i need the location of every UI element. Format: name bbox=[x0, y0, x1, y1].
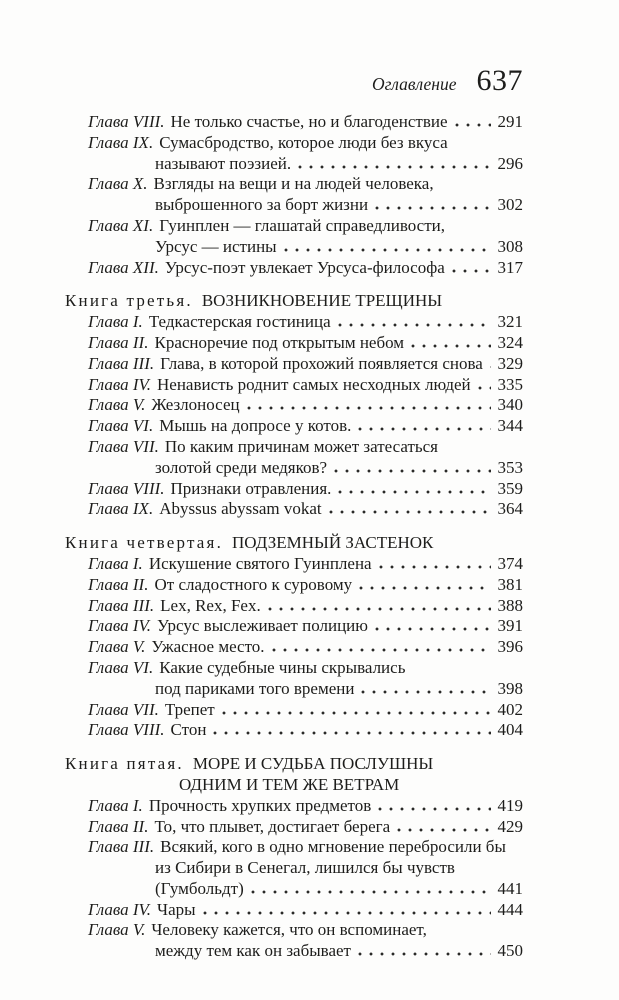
dot-leader bbox=[251, 890, 491, 894]
entry-page-number: 391 bbox=[497, 616, 523, 636]
toc-entry-line bbox=[65, 112, 523, 133]
entry-title-text: От сладостного к суровому bbox=[154, 574, 353, 594]
chapter-label: Глава X. bbox=[88, 174, 148, 194]
toc-entry-line bbox=[65, 575, 523, 596]
toc-group bbox=[65, 754, 523, 962]
dot-leader bbox=[338, 323, 491, 327]
dot-leader bbox=[359, 586, 491, 590]
toc-entry-line bbox=[65, 437, 523, 458]
toc-entry bbox=[65, 596, 523, 617]
book-name: Книга четвертая. bbox=[65, 533, 224, 553]
entry-title-text: Взгляды на вещи и на людей человека, bbox=[153, 174, 434, 194]
toc-entry bbox=[65, 700, 523, 721]
chapter-label: Глава IV. bbox=[88, 616, 152, 636]
toc-entry bbox=[65, 133, 523, 175]
entry-title-text: Признаки отравления. bbox=[170, 478, 332, 498]
entry-page-number: 340 bbox=[497, 395, 523, 415]
entry-title-text: Мышь на допросе у котов. bbox=[159, 416, 352, 436]
toc-entry bbox=[65, 416, 523, 437]
entry-title-text: Чары bbox=[157, 899, 196, 919]
book-title: МОРЕ И СУДЬБА ПОСЛУШНЫ bbox=[192, 754, 434, 774]
entry-title-text: Человеку кажется, что он вспоминает, bbox=[151, 920, 427, 940]
entry-page-number: 317 bbox=[497, 257, 523, 277]
entry-page-number: 444 bbox=[497, 899, 523, 919]
dot-leader bbox=[358, 952, 491, 956]
dot-leader bbox=[213, 731, 491, 735]
book-heading bbox=[65, 754, 523, 796]
dot-leader bbox=[358, 427, 491, 431]
toc-entry-line bbox=[65, 658, 523, 679]
table-of-contents bbox=[65, 112, 523, 962]
toc-entry bbox=[65, 499, 523, 520]
entry-title-text: Сумасбродство, которое люди без вкуса bbox=[159, 132, 448, 152]
entry-page-number: 302 bbox=[497, 195, 523, 215]
entry-title-text: Гуинплен — глашатай справедливости, bbox=[159, 215, 445, 235]
toc-entry bbox=[65, 837, 523, 899]
entry-title-text: Тедкастерская гостиница bbox=[148, 312, 331, 332]
toc-entry-line bbox=[65, 333, 523, 354]
chapter-label: Глава XII. bbox=[88, 257, 159, 277]
chapter-label: Глава IV. bbox=[88, 899, 152, 919]
toc-group bbox=[65, 112, 523, 278]
toc-entry-line bbox=[65, 216, 523, 237]
toc-entry-line bbox=[65, 154, 523, 175]
entry-title-text: (Гумбольдт) bbox=[155, 878, 244, 898]
entry-page-number: 450 bbox=[497, 941, 523, 961]
toc-entry bbox=[65, 637, 523, 658]
book-title: ВОЗНИКНОВЕНИЕ ТРЕЩИНЫ bbox=[201, 291, 443, 311]
toc-entry-line bbox=[65, 174, 523, 195]
chapter-label: Глава II. bbox=[88, 574, 149, 594]
chapter-label: Глава VII. bbox=[88, 699, 159, 719]
entry-title-text: Урсус — истины bbox=[155, 236, 277, 256]
dot-leader bbox=[329, 510, 491, 514]
entry-title-text: Lex, Rex, Fex. bbox=[160, 595, 261, 615]
dot-leader bbox=[272, 648, 491, 652]
toc-entry bbox=[65, 900, 523, 921]
entry-title-text: золотой среди медяков? bbox=[155, 457, 328, 477]
book-name: Книга третья. bbox=[65, 291, 193, 311]
toc-entry bbox=[65, 333, 523, 354]
toc-entry-line bbox=[65, 616, 523, 637]
toc-entry-line bbox=[65, 554, 523, 575]
entry-page-number: 359 bbox=[497, 478, 523, 498]
toc-entry-line bbox=[65, 354, 523, 375]
entry-title-text: под париками того времени bbox=[155, 678, 355, 698]
toc-entry bbox=[65, 312, 523, 333]
toc-entry bbox=[65, 575, 523, 596]
entry-title-text: между тем как он забывает bbox=[155, 941, 351, 961]
chapter-label: Глава IX. bbox=[88, 499, 154, 519]
dot-leader bbox=[397, 828, 491, 832]
entry-title-text: Жезлоносец bbox=[151, 395, 240, 415]
toc-entry-line bbox=[65, 258, 523, 279]
toc-entry bbox=[65, 395, 523, 416]
chapter-label: Глава IV. bbox=[88, 374, 152, 394]
entry-title-text: Трепет bbox=[164, 699, 215, 719]
chapter-label: Глава III. bbox=[88, 837, 155, 857]
chapter-label: Глава I. bbox=[88, 795, 143, 815]
entry-page-number: 324 bbox=[497, 332, 523, 352]
toc-entry-line bbox=[65, 900, 523, 921]
chapter-label: Глава XI. bbox=[88, 215, 154, 235]
dot-leader bbox=[452, 269, 491, 273]
entry-title-text: Ужасное место. bbox=[151, 637, 265, 657]
book-heading-line bbox=[65, 291, 523, 312]
book-heading bbox=[65, 291, 523, 312]
book-heading-line bbox=[65, 754, 523, 775]
toc-entry-line bbox=[65, 133, 523, 154]
dot-leader bbox=[379, 565, 491, 569]
entry-page-number: 329 bbox=[497, 353, 523, 373]
entry-page-number: 291 bbox=[497, 112, 523, 131]
entry-title-text: Искушение святого Гуинплена bbox=[148, 553, 372, 573]
folio-page-number: 637 bbox=[476, 64, 523, 97]
entry-page-number: 344 bbox=[497, 416, 523, 436]
dot-leader bbox=[222, 711, 491, 715]
entry-title-text: То, что плывет, достигает берега bbox=[154, 816, 391, 836]
chapter-label: Глава VIII. bbox=[88, 478, 165, 498]
entry-page-number: 441 bbox=[497, 878, 523, 898]
book-name: Книга пятая. bbox=[65, 754, 184, 774]
running-title: Оглавление bbox=[372, 74, 457, 94]
entry-title-text: Abyssus abyssam vokat bbox=[159, 499, 322, 519]
dot-leader bbox=[375, 206, 491, 210]
toc-entry-line bbox=[65, 941, 523, 962]
book-heading bbox=[65, 533, 523, 554]
dot-leader bbox=[203, 911, 491, 915]
entry-title-text: Всякий, кого в одно мгновение перебросили бы bbox=[160, 837, 506, 857]
entry-title-text: Красноречие под открытым небом bbox=[154, 332, 405, 352]
dot-leader bbox=[268, 607, 491, 611]
entry-title-text: называют поэзией. bbox=[155, 153, 292, 173]
toc-entry bbox=[65, 174, 523, 216]
toc-entry bbox=[65, 258, 523, 279]
toc-entry-line bbox=[65, 679, 523, 700]
entry-page-number: 381 bbox=[497, 574, 523, 594]
entry-page-number: 308 bbox=[497, 236, 523, 256]
chapter-label: Глава VI. bbox=[88, 657, 154, 677]
toc-entry bbox=[65, 216, 523, 258]
toc-entry bbox=[65, 375, 523, 396]
entry-page-number: 388 bbox=[497, 595, 523, 615]
chapter-label: Глава VI. bbox=[88, 416, 154, 436]
toc-entry bbox=[65, 354, 523, 375]
dot-leader bbox=[334, 469, 491, 473]
entry-page-number: 429 bbox=[497, 816, 523, 836]
entry-page-number: 396 bbox=[497, 637, 523, 657]
dot-leader bbox=[378, 807, 491, 811]
chapter-label: Глава I. bbox=[88, 312, 143, 332]
book-title: ПОДЗЕМНЫЙ ЗАСТЕНОК bbox=[232, 533, 434, 553]
chapter-label: Глава VIII. bbox=[88, 112, 165, 131]
toc-entry-line bbox=[65, 920, 523, 941]
entry-page-number: 404 bbox=[497, 720, 523, 740]
dot-leader bbox=[411, 344, 491, 348]
dot-leader bbox=[247, 406, 491, 410]
toc-entry bbox=[65, 796, 523, 817]
toc-entry bbox=[65, 554, 523, 575]
toc-entry-line bbox=[65, 637, 523, 658]
book-heading-line bbox=[65, 533, 523, 554]
toc-entry-line bbox=[65, 720, 523, 741]
toc-entry-line bbox=[65, 395, 523, 416]
chapter-label: Глава III. bbox=[88, 353, 155, 373]
dot-leader bbox=[478, 386, 491, 390]
book-title-continuation: ОДНИМ И ТЕМ ЖЕ ВЕТРАМ bbox=[179, 774, 400, 794]
entry-page-number: 321 bbox=[497, 312, 523, 332]
dot-leader bbox=[298, 165, 491, 169]
toc-entry bbox=[65, 720, 523, 741]
entry-page-number: 335 bbox=[497, 374, 523, 394]
entry-title-text: Урсус выслеживает полицию bbox=[157, 616, 368, 636]
toc-entry-line bbox=[65, 596, 523, 617]
entry-page-number: 296 bbox=[497, 153, 523, 173]
toc-entry bbox=[65, 920, 523, 962]
entry-title-text: Урсус-поэт увлекает Урсуса-философа bbox=[164, 257, 445, 277]
toc-entry bbox=[65, 817, 523, 838]
chapter-label: Глава VIII. bbox=[88, 720, 165, 740]
chapter-label: Глава IX. bbox=[88, 132, 154, 152]
entry-title-text: Стон bbox=[170, 720, 207, 740]
dot-leader bbox=[455, 123, 492, 127]
toc-entry-line bbox=[65, 837, 523, 858]
entry-page-number: 374 bbox=[497, 553, 523, 573]
toc-entry-line bbox=[65, 858, 523, 879]
entry-title-text: По каким причинам может затесаться bbox=[164, 436, 438, 456]
chapter-label: Глава V. bbox=[88, 637, 146, 657]
entry-title-text: Прочность хрупких предметов bbox=[148, 795, 372, 815]
toc-entry-line bbox=[65, 817, 523, 838]
entry-title-text: из Сибири в Сенегал, лишился бы чувств bbox=[155, 858, 455, 878]
toc-group bbox=[65, 291, 523, 520]
toc-entry-line bbox=[65, 375, 523, 396]
toc-entry-line bbox=[65, 416, 523, 437]
toc-entry-line bbox=[65, 312, 523, 333]
entry-title-text: выброшенного за борт жизни bbox=[155, 195, 369, 215]
toc-entry bbox=[65, 479, 523, 500]
chapter-label: Глава V. bbox=[88, 395, 146, 415]
entry-page-number: 364 bbox=[497, 499, 523, 519]
toc-entry-line bbox=[65, 479, 523, 500]
entry-title-text: Не только счастье, но и благоденствие bbox=[170, 112, 448, 131]
toc-entry bbox=[65, 616, 523, 637]
chapter-label: Глава I. bbox=[88, 553, 143, 573]
toc-entry-line bbox=[65, 499, 523, 520]
chapter-label: Глава V. bbox=[88, 920, 146, 940]
toc-entry bbox=[65, 437, 523, 479]
entry-page-number: 419 bbox=[497, 795, 523, 815]
toc-entry-line bbox=[65, 879, 523, 900]
dot-leader bbox=[284, 248, 491, 252]
entry-title-text: Какие судебные чины скрывались bbox=[159, 657, 406, 677]
toc-entry bbox=[65, 112, 523, 133]
chapter-label: Глава III. bbox=[88, 595, 155, 615]
dot-leader bbox=[490, 365, 491, 369]
entry-title-text: Ненависть роднит самых несходных людей bbox=[157, 374, 471, 394]
toc-entry-line bbox=[65, 796, 523, 817]
entry-page-number: 398 bbox=[497, 678, 523, 698]
dot-leader bbox=[338, 490, 491, 494]
toc-entry-line bbox=[65, 195, 523, 216]
chapter-label: Глава VII. bbox=[88, 436, 159, 456]
toc-entry bbox=[65, 658, 523, 700]
dot-leader bbox=[361, 690, 491, 694]
chapter-label: Глава II. bbox=[88, 816, 149, 836]
page-header bbox=[65, 64, 523, 98]
dot-leader bbox=[375, 627, 491, 631]
chapter-label: Глава II. bbox=[88, 332, 149, 352]
entry-page-number: 353 bbox=[497, 457, 523, 477]
toc-entry-line bbox=[65, 458, 523, 479]
toc-group bbox=[65, 533, 523, 741]
entry-page-number: 402 bbox=[497, 699, 523, 719]
entry-title-text: Глава, в которой прохожий появляется снова bbox=[160, 353, 483, 373]
toc-entry-line bbox=[65, 237, 523, 258]
toc-entry-line bbox=[65, 700, 523, 721]
